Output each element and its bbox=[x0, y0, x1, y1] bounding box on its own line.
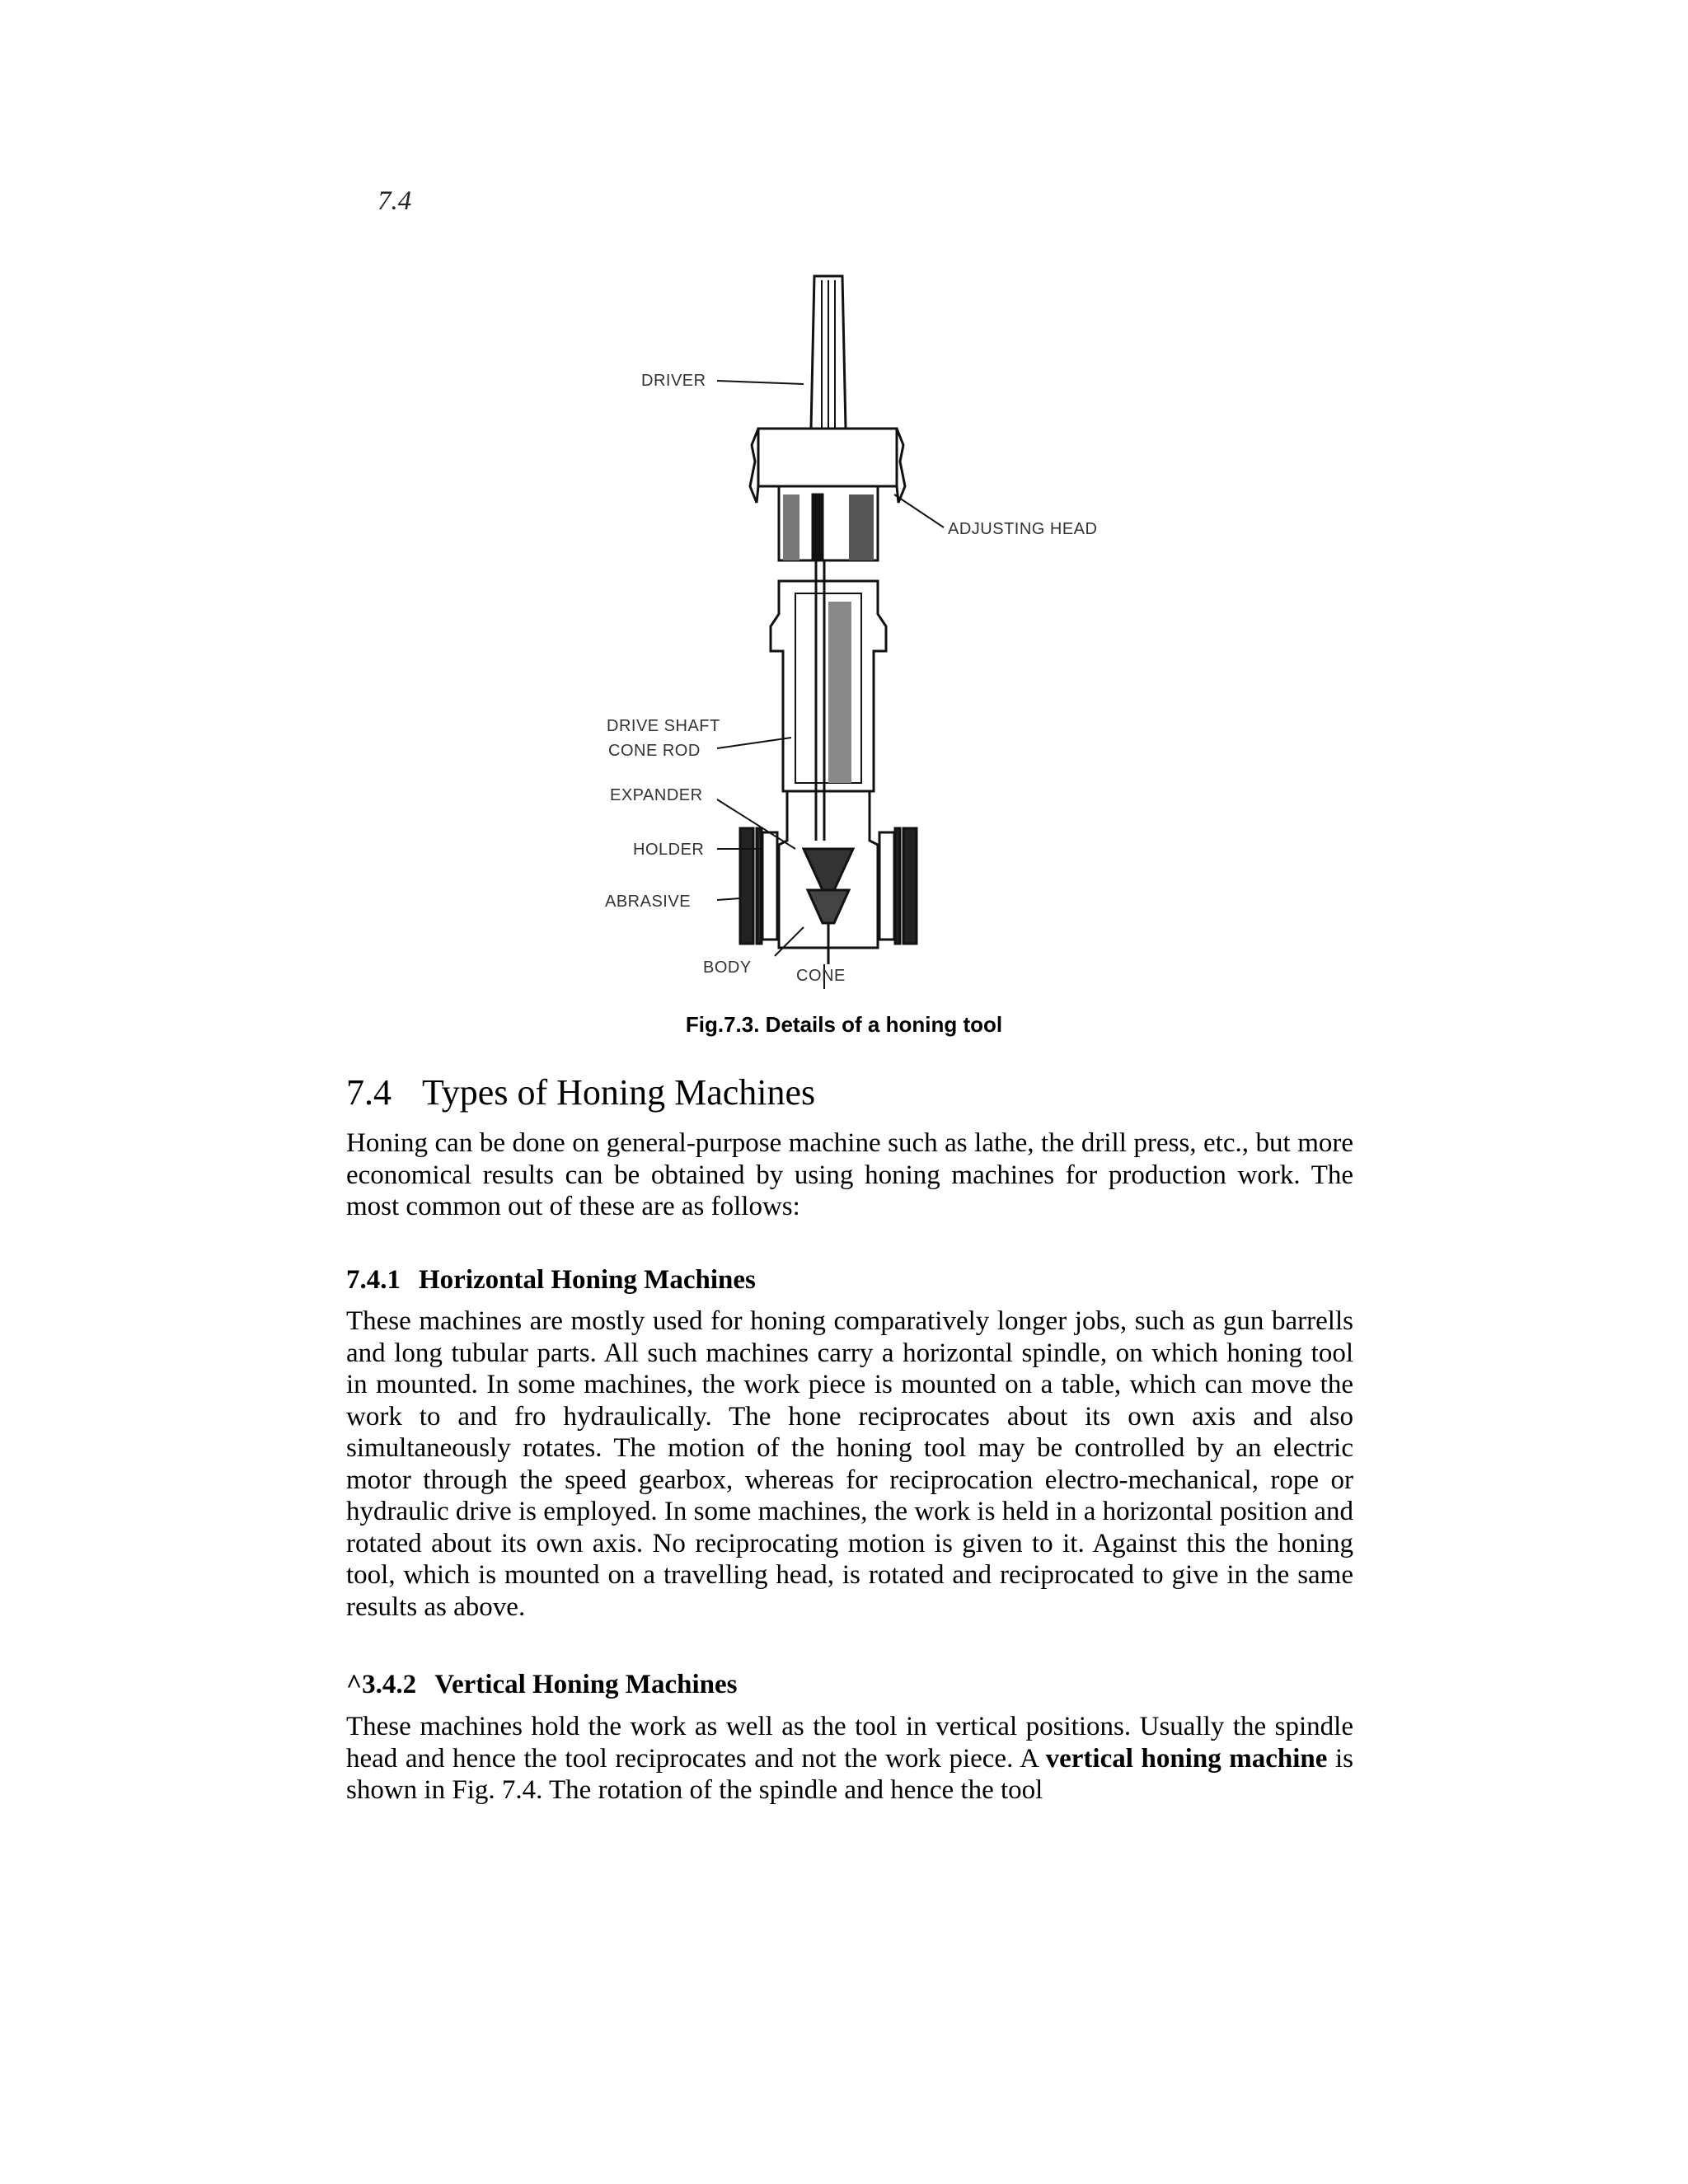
paragraph-text: is shown in Fig. 7.4. The rotation of the spindle and hence the tool bbox=[346, 1743, 1353, 1805]
label-adjusting-head: ADJUSTING HEAD bbox=[948, 520, 1098, 538]
subsection-number: 7.4.1 bbox=[346, 1265, 401, 1295]
subsection-heading-horizontal bbox=[346, 1265, 756, 1296]
page-number: 7.4 bbox=[377, 186, 412, 216]
paragraph-text: These machines hold the work as well as the tool in vertical positions. Usually the spindle head and hence the tool reciprocates and not the work piece. A bbox=[346, 1712, 1353, 1774]
label-body: BODY bbox=[703, 958, 752, 977]
figure-caption: Fig.7.3. Details of a honing tool bbox=[685, 1012, 1003, 1037]
subsection-title: Horizontal Honing Machines bbox=[419, 1265, 756, 1295]
subsection-heading-vertical bbox=[346, 1670, 737, 1700]
section-heading bbox=[346, 1071, 815, 1113]
label-cone: CONE bbox=[796, 967, 846, 985]
section-title: Types of Honing Machines bbox=[422, 1072, 816, 1113]
vertical-honing-paragraph bbox=[346, 1711, 1353, 1807]
honing-tool-figure bbox=[577, 264, 1154, 997]
label-driver: DRIVER bbox=[641, 372, 706, 390]
abrasive-left bbox=[740, 828, 753, 944]
driver-collar bbox=[758, 429, 897, 486]
label-holder: HOLDER bbox=[633, 841, 705, 859]
holder-right bbox=[879, 832, 894, 940]
section-number: 7.4 bbox=[346, 1072, 392, 1113]
section-intro-paragraph: Honing can be done on general-purpose machine such as lathe, the drill press, etc., but more economical results can be obtained by using honing machines for production work. The most common out of these are as follows: bbox=[346, 1128, 1353, 1221]
label-expander: EXPANDER bbox=[610, 786, 703, 804]
subsection-number: ^3.4.2 bbox=[346, 1670, 417, 1699]
abrasive-right bbox=[903, 828, 917, 944]
label-abrasive: ABRASIVE bbox=[605, 893, 692, 911]
honing-tool-diagram bbox=[577, 264, 1154, 997]
label-cone-rod: CONE ROD bbox=[608, 742, 701, 760]
holder-left bbox=[762, 832, 777, 940]
bold-term: vertical honing machine bbox=[1045, 1743, 1328, 1774]
label-drive-shaft: DRIVE SHAFT bbox=[607, 717, 720, 735]
subsection-title: Vertical Honing Machines bbox=[434, 1670, 738, 1699]
horizontal-honing-paragraph: These machines are mostly used for honing comparatively longer jobs, such as gun barrells and long tubular parts. All such machines carry a horizontal spindle, on which honing tool in mounted. In some machines, the work piece is mounted on a table, which can move the work to and fro hydraulically. The hone reciprocates about its own axis and also simultaneously rotates. The motion of the honing tool may be controlled by an electric motor through the speed gearbox, whereas for reciprocation electro-mechanical, rope or hydraulic drive is employed. In some machines, the work is held in a horizontal position and rotated about its own axis. No reciprocating motion is given to it. Against this the honing tool, which is mounted on a travelling head, is rotated and reciprocated to give in the same results as above. bbox=[346, 1306, 1353, 1622]
